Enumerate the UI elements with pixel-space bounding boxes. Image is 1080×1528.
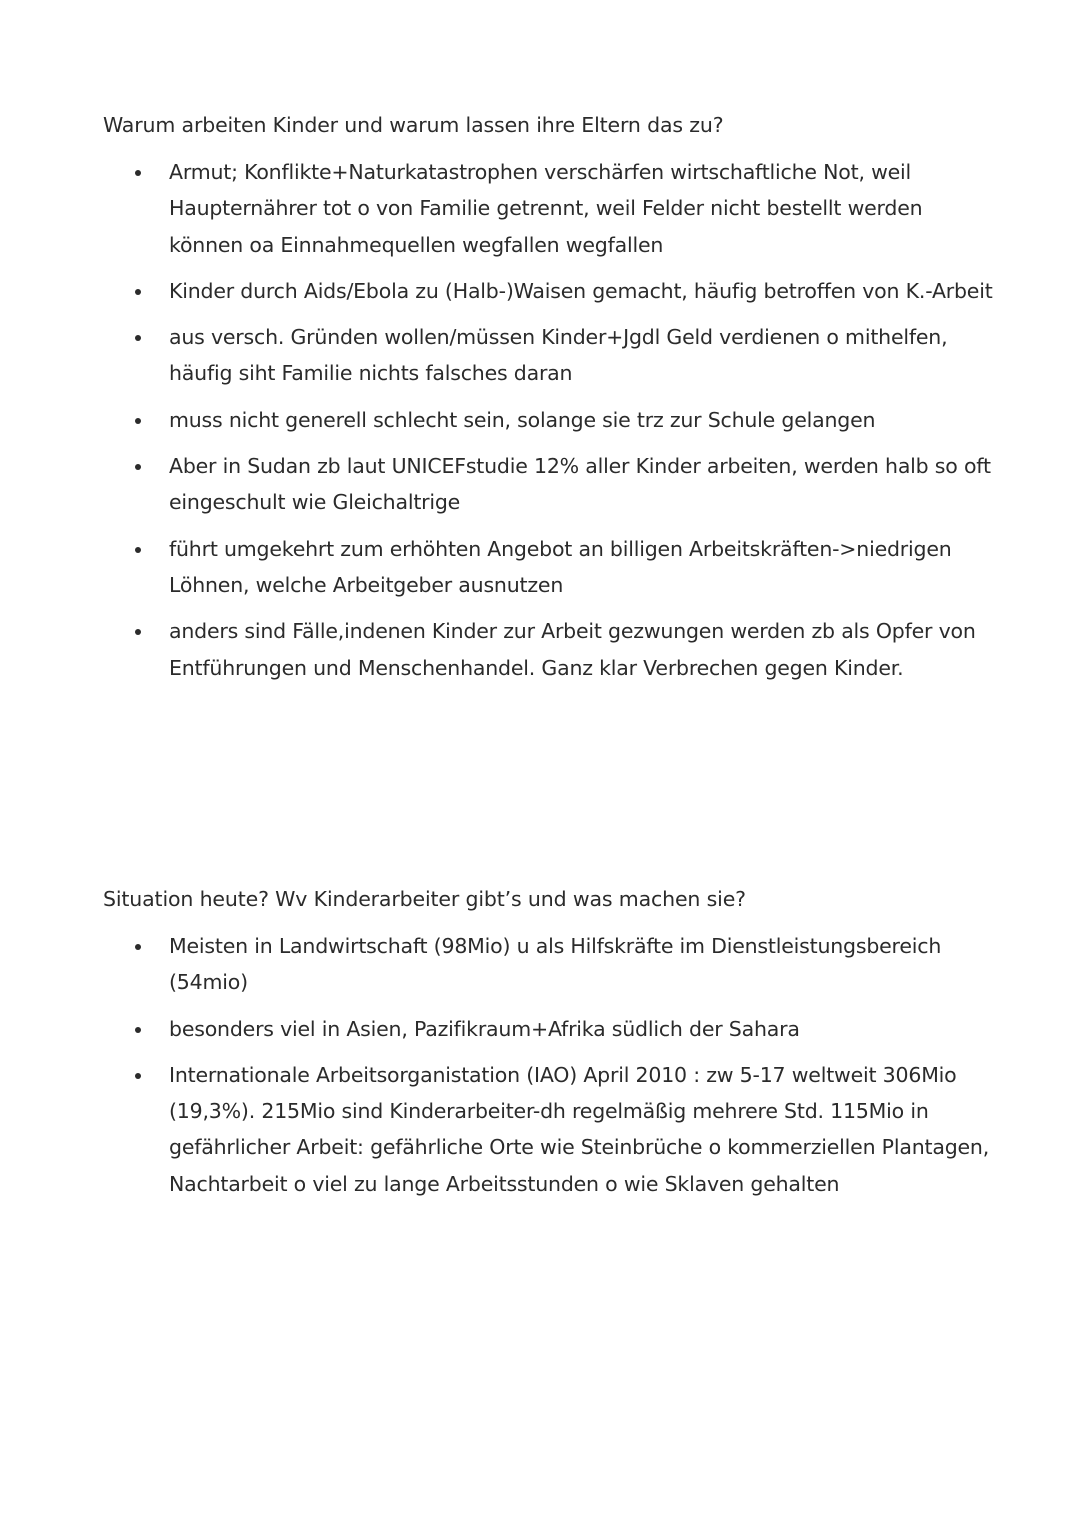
bullet-list — [103, 154, 993, 686]
section-situation-today — [103, 882, 993, 1212]
list-item — [103, 1057, 993, 1202]
bullet-icon — [135, 547, 141, 553]
list-item — [103, 448, 993, 521]
list-item — [103, 402, 993, 438]
bullet-icon — [135, 289, 141, 295]
section-heading: Situation heute? Wv Kinderarbeiter gibt’s und was machen sie? — [103, 887, 746, 911]
list-item-text: muss nicht generell schlecht sein, solange sie trz zur Schule gelangen — [169, 407, 876, 432]
bullet-icon — [135, 1027, 141, 1033]
section-heading: Warum arbeiten Kinder und warum lassen ihre Eltern das zu? — [103, 113, 724, 137]
bullet-icon — [135, 464, 141, 470]
list-item-text: führt umgekehrt zum erhöhten Angebot an billigen Arbeitskräften->niedrigen Löhnen, welche Arbeitgeber ausnutzen — [169, 536, 952, 597]
list-item — [103, 273, 993, 309]
bullet-icon — [135, 1073, 141, 1079]
list-item-text: besonders viel in Asien, Pazifikraum+Afrika südlich der Sahara — [169, 1016, 800, 1041]
list-item-text: anders sind Fälle,indenen Kinder zur Arbeit gezwungen werden zb als Opfer von Entführungen und Menschenhandel. Ganz klar Verbrechen gegen Kinder. — [169, 619, 976, 680]
list-item-text: aus versch. Gründen wollen/müssen Kinder+Jgdl Geld verdienen o mithelfen, häufig siht Familie nichts falsches daran — [169, 325, 948, 386]
list-item-text: Kinder durch Aids/Ebola zu (Halb-)Waisen gemacht, häufig betroffen von K.-Arbeit — [169, 278, 993, 303]
list-item — [103, 1011, 993, 1047]
list-item-text: Armut; Konflikte+Naturkatastrophen verschärfen wirtschaftliche Not, weil Haupternährer tot o von Familie getrennt, weil Felder nicht bestellt werden können oa Einnahmequellen wegfallen wegfallen — [169, 160, 923, 257]
list-item — [103, 319, 993, 392]
bullet-icon — [135, 944, 141, 950]
section-why-children-work — [103, 108, 993, 696]
list-item — [103, 154, 993, 263]
bullet-icon — [135, 170, 141, 176]
bullet-icon — [135, 335, 141, 341]
list-item-text: Aber in Sudan zb laut UNICEFstudie 12% aller Kinder arbeiten, werden halb so oft eingeschult wie Gleichaltrige — [169, 454, 991, 515]
list-item — [103, 531, 993, 604]
list-item — [103, 928, 993, 1001]
bullet-icon — [135, 629, 141, 635]
list-item-text: Internationale Arbeitsorganistation (IAO) April 2010 : zw 5-17 weltweit 306Mio (19,3%). 215Mio sind Kinderarbeiter-dh regelmäßig mehrere Std. 115Mio in gefährlicher Arbeit: gefährliche Orte wie Steinbrüche o kommerziellen Plantagen, Nachtarbeit o viel zu lange Arbeitsstunden o wie Sklaven gehalten — [169, 1062, 990, 1196]
list-item — [103, 613, 993, 686]
list-item-text: Meisten in Landwirtschaft (98Mio) u als Hilfskräfte im Dienstleistungsbereich (54mio) — [169, 934, 942, 995]
bullet-list — [103, 928, 993, 1202]
bullet-icon — [135, 418, 141, 424]
